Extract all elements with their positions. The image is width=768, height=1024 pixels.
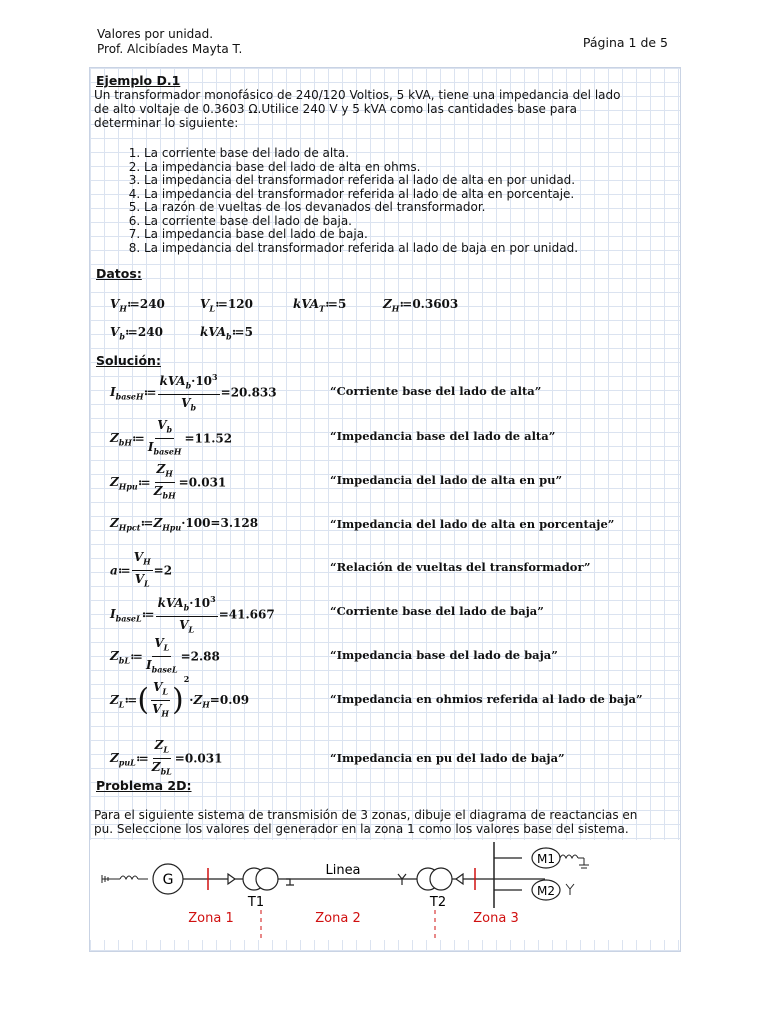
eq-ZbH-result: 11.52 xyxy=(194,431,233,446)
eq-IbaseH-result: 20.833 xyxy=(230,385,277,400)
eq-ZpuL-result: 0.031 xyxy=(184,751,223,766)
given-VL-value: 120 xyxy=(227,297,253,311)
eq-a: a≔ $\frac{V_H}{V_L}$ =2 xyxy=(110,550,173,589)
eq-ZL: $Z_L≔$( $\frac{V_L}{V_H}$ )$^2\cdot Z_H=0.09$ xyxy=(110,674,250,719)
given-Vb-value: 240 xyxy=(137,325,163,339)
task-item: 1. La corriente base del lado de alta. xyxy=(144,147,578,161)
task-item: 7. La impedancia base del lado de baja. xyxy=(144,228,578,242)
zone2-label: Zona 2 xyxy=(315,911,361,926)
eq-label-ZHpu: “Impedancia del lado de alta en pu” xyxy=(330,473,563,487)
eq-ZHpu: $Z_{Hpu}≔$ $\frac{Z_H}{Z_{bH}}$ =0.031 xyxy=(110,462,227,501)
given-kVAb-value: 5 xyxy=(244,325,253,339)
zone1-label: Zona 1 xyxy=(188,911,234,926)
task-item: 2. La impedancia base del lado de alta en ohms. xyxy=(144,161,578,175)
eq-label-IbaseL: “Corriente base del lado de baja” xyxy=(330,604,544,618)
generator-label: G xyxy=(162,872,174,888)
given-ZH-value: 0.3603 xyxy=(412,297,459,311)
eq-ZpuL: $Z_{puL}≔$ $\frac{Z_L}{Z_{bL}}$ =0.031 xyxy=(110,738,223,777)
eq-a-result: 2 xyxy=(163,563,173,578)
eq-label-ZHpct: “Impedancia del lado de alta en porcentaje” xyxy=(330,517,615,531)
motor-m2-label: M2 xyxy=(537,884,555,898)
page-number: Página 1 de 5 xyxy=(582,35,668,50)
given-kVAT: kVA$_T$≔5 xyxy=(293,297,347,314)
eq-label-a: “Relación de vueltas del transformador” xyxy=(330,560,591,574)
given-VL: $V_L≔120$ xyxy=(200,297,253,314)
task-item: 6. La corriente base del lado de baja. xyxy=(144,215,578,229)
eq-ZbL: $Z_{bL}≔$ $\frac{V_L}{I_{baseL}}$ =2.88 xyxy=(110,636,220,675)
zone3-label: Zona 3 xyxy=(473,911,519,926)
example-intro-line2: de alto voltaje de 0.3603 Ω.Utilice 240 V y 5 kVA como las cantidades base para xyxy=(94,102,577,116)
transformer-t2-label: T2 xyxy=(429,895,447,910)
eq-ZHpct: $Z_{Hpct}≔Z_{Hpu}\cdot 100=3.128$ xyxy=(110,516,259,533)
line-label: Linea xyxy=(325,863,361,878)
transformer-t1-label: T1 xyxy=(247,895,265,910)
eq-label-ZpuL: “Impedancia en pu del lado de baja” xyxy=(330,751,565,765)
given-VH-value: 240 xyxy=(139,297,165,311)
task-list xyxy=(120,147,578,255)
given-ZH: $Z_H≔0.3603$ xyxy=(383,297,459,314)
given-kVAT-value: 5 xyxy=(337,297,347,311)
task-item: 8. La impedancia del transformador referida al lado de baja en por unidad. xyxy=(144,242,578,256)
task-item: 5. La razón de vueltas de los devanados del transformador. xyxy=(144,201,578,215)
one-line-diagram xyxy=(90,840,680,940)
task-item: 4. La impedancia del transformador referida al lado de alta en porcentaje. xyxy=(144,188,578,202)
eq-label-ZbH: “Impedancia base del lado de alta” xyxy=(330,429,556,443)
eq-ZL-result: 0.09 xyxy=(219,693,250,707)
header-title: Valores por unidad. xyxy=(97,27,214,41)
motor-m1-label: M1 xyxy=(537,852,555,866)
eq-label-IbaseH: “Corriente base del lado de alta” xyxy=(330,384,542,398)
example-title: Ejemplo D.1 xyxy=(96,73,181,88)
datos-title: Datos: xyxy=(96,266,142,281)
problem-title: Problema 2D: xyxy=(96,778,192,793)
eq-IbaseL: $I_{baseL}≔$ $\frac{kVA_b\cdot 10^3}{V_L}$ =41.667 xyxy=(110,594,275,635)
problem-text-line1: Para el siguiente sistema de transmisión de 3 zonas, dibuje el diagrama de reactancias en xyxy=(94,808,638,822)
document-header xyxy=(97,27,242,57)
eq-ZbL-result: 2.88 xyxy=(190,649,220,664)
example-intro-line1: Un transformador monofásico de 240/120 Voltios, 5 kVA, tiene una impedancia del lado xyxy=(94,88,621,102)
solucion-title: Solución: xyxy=(96,353,161,368)
eq-ZHpu-result: 0.031 xyxy=(188,475,227,490)
given-kVAb: kVA$_b$≔5 xyxy=(200,325,253,342)
header-author: Prof. Alcibíades Mayta T. xyxy=(97,42,243,56)
eq-ZbH: $Z_{bH}≔$ $\frac{V_b}{I_{baseH}}$ =11.52 xyxy=(110,418,233,457)
worksheet xyxy=(89,67,681,952)
eq-IbaseH: $I_{baseH}≔$ $\frac{kVA_b\cdot 10^3}{V_b}$ =20.833 xyxy=(110,372,277,413)
given-VH: $V_H≔240$ xyxy=(110,297,165,314)
eq-label-ZL: “Impedancia en ohmios referida al lado de baja” xyxy=(330,692,643,706)
given-Vb: $V_b≔240$ xyxy=(110,325,163,342)
task-item: 3. La impedancia del transformador referida al lado de alta en por unidad. xyxy=(144,174,578,188)
eq-ZHpct-result: 3.128 xyxy=(220,516,259,530)
eq-IbaseL-result: 41.667 xyxy=(228,607,275,622)
example-intro-line3: determinar lo siguiente: xyxy=(94,116,239,130)
problem-text-line2: pu. Seleccione los valores del generador en la zona 1 como los valores base del sistema. xyxy=(94,822,629,836)
eq-label-ZbL: “Impedancia base del lado de baja” xyxy=(330,648,558,662)
